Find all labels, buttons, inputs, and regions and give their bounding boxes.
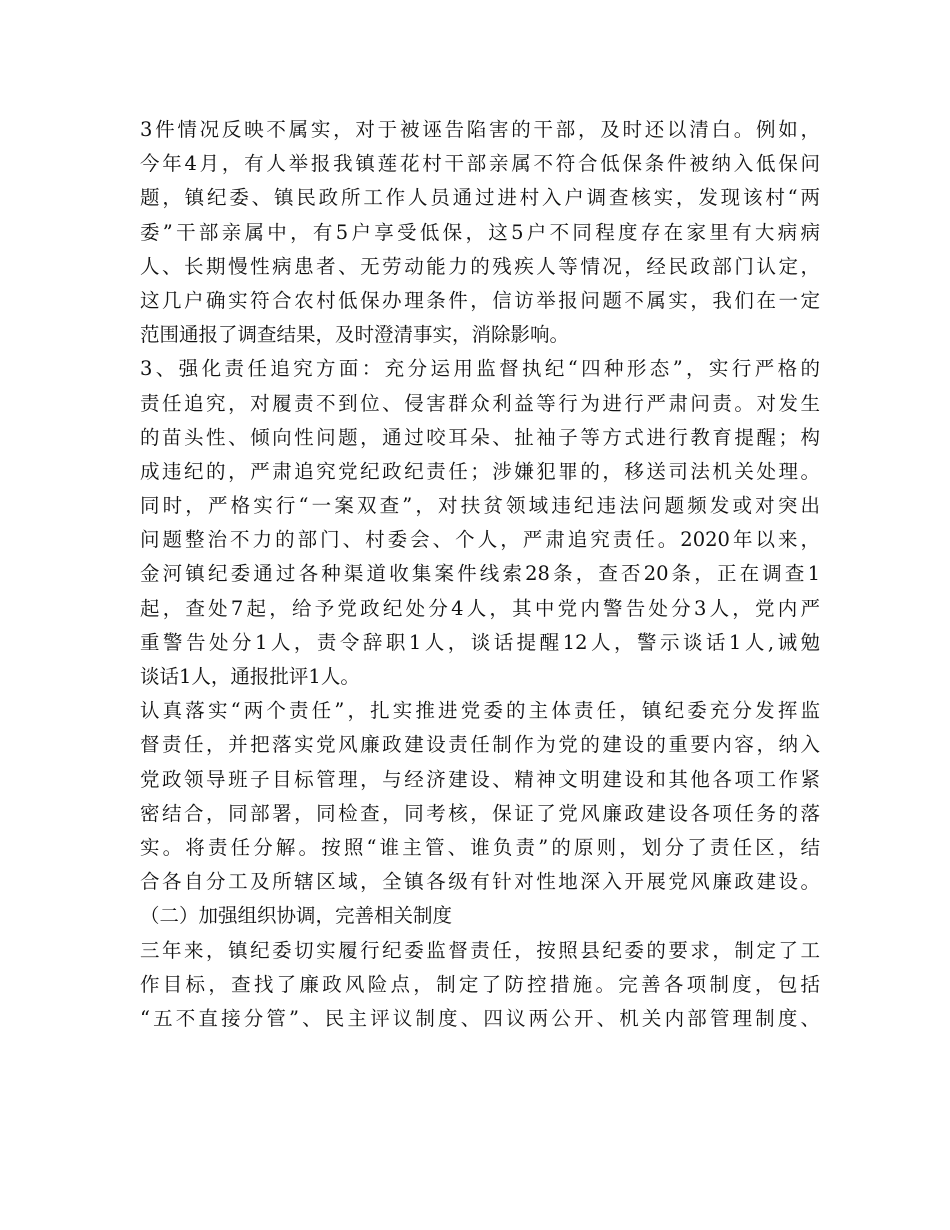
section-heading: （二）加强组织协调，完善相关制度 [140, 904, 453, 928]
text-line: 谈话1人，通报批评1人。 [140, 665, 360, 688]
text-line: 范围通报了调查结果，及时澄清事实，消除影响。 [140, 323, 570, 347]
text-line: 党政领导班子目标管理，与经济建设、精神文明建设和其他各项工作紧 [140, 767, 820, 791]
text-line: 题，镇纪委、镇民政所工作人员通过进村入户调查核实，发现该村“两 [140, 186, 820, 210]
text-line: 密结合，同部署，同检查，同考核，保证了党风廉政建设各项任务的落 [140, 801, 820, 825]
text-line: 责任追究，对履责不到位、侵害群众利益等行为进行严肃问责。对发生 [140, 391, 820, 415]
text-line: 3件情况反映不属实，对于被诬告陷害的干部，及时还以清白。例如， [140, 118, 820, 141]
text-line: 同时，严格实行“一案双查”，对扶贫领域违纪违法问题频发或对突出 [140, 494, 820, 518]
text-line: 起，查处7起，给予党政纪处分4人，其中党内警告处分3人，党内严 [140, 596, 820, 620]
text-line: 作目标，查找了廉政风险点，制定了防控措施。完善各项制度，包括 [140, 972, 820, 996]
text-line: 3、强化责任追究方面：充分运用监督执纪“四种形态”，实行严格的 [140, 357, 820, 381]
text-line: 这几户确实符合农村低保办理条件，信访举报问题不属实，我们在一定 [140, 288, 820, 312]
text-line: 的苗头性、倾向性问题，通过咬耳朵、扯袖子等方式进行教育提醒；构 [140, 425, 820, 449]
text-line: 金河镇纪委通过各种渠道收集案件线索28条，查否20条，正在调查1 [140, 562, 820, 586]
text-line: 三年来，镇纪委切实履行纪委监督责任，按照县纪委的要求，制定了工 [140, 938, 820, 962]
text-line: 重警告处分1人，责令辞职1人，谈话提醒12人，警示谈话1人,诫勉 [140, 630, 820, 654]
text-line: 合各自分工及所辖区域，全镇各级有针对性地深入开展党风廉政建设。 [140, 870, 820, 894]
text-line: “五不直接分管”、民主评议制度、四议两公开、机关内部管理制度、 [140, 1006, 820, 1030]
text-line: 问题整治不力的部门、村委会、个人，严肃追究责任。2020年以来， [140, 528, 820, 552]
text-line: 委”干部亲属中，有5户享受低保，这5户不同程度存在家里有大病病 [140, 220, 820, 244]
text-line: 认真落实“两个责任”，扎实推进党委的主体责任，镇纪委充分发挥监 [140, 699, 820, 723]
text-line: 成违纪的，严肃追究党纪政纪责任；涉嫌犯罪的，移送司法机关处理。 [140, 459, 820, 483]
body-text [140, 113, 820, 1036]
text-line: 实。将责任分解。按照“谁主管、谁负责”的原则，划分了责任区，结 [140, 835, 820, 859]
text-line: 今年4月，有人举报我镇莲花村干部亲属不符合低保条件被纳入低保问 [140, 152, 820, 176]
text-line: 督责任，并把落实党风廉政建设责任制作为党的建设的重要内容，纳入 [140, 733, 820, 757]
text-line: 人、长期慢性病患者、无劳动能力的残疾人等情况，经民政部门认定， [140, 254, 820, 278]
